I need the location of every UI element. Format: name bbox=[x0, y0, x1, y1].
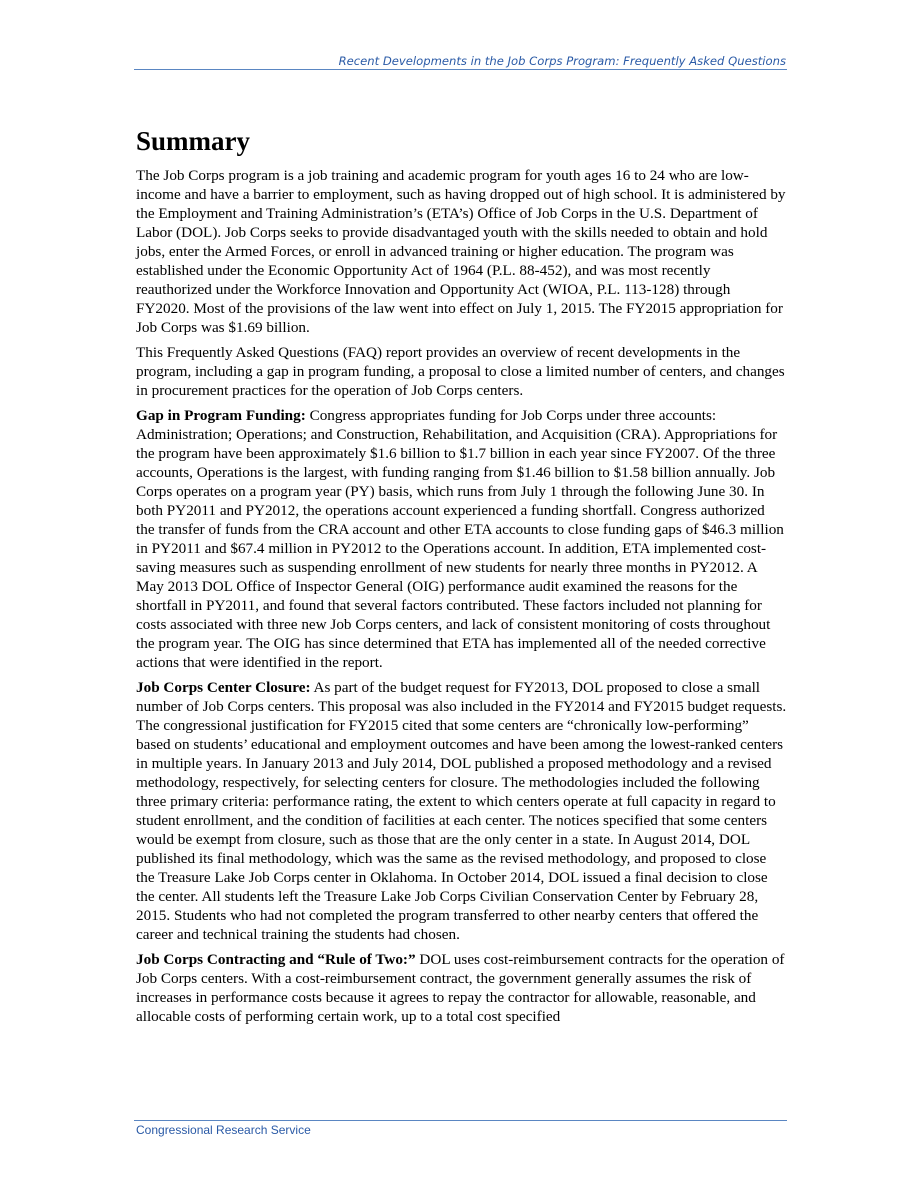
footer-divider bbox=[134, 1120, 787, 1121]
header-divider bbox=[134, 69, 787, 70]
summary-paragraph-contracting bbox=[136, 950, 787, 1026]
contracting-body: DOL uses cost-reimbursement contracts for the operation of Job Corps centers. With a cost-reimbursement contract, the government generally assumes the risk of increases in performance costs because it agrees to repay the contractor for allowable, reasonable, and allocable costs of performing certain work, up to a total cost specified bbox=[136, 951, 785, 1025]
running-header: Recent Developments in the Job Corps Program: Frequently Asked Questions bbox=[338, 54, 786, 68]
closure-body: As part of the budget request for FY2013, DOL proposed to close a small number of Job Corps centers. This proposal was also included in the FY2014 and FY2015 budget requests. The congressional justification for FY2015 cited that some centers are “chronically low-performing” based on students’ educational and employment outcomes and have been among the lowest-ranked centers in multiple years. In January 2013 and July 2014, DOL published a proposed methodology and a revised methodology, respectively, for selecting centers for closure. The methodologies included the following three primary criteria: performance rating, the extent to which centers operate at full capacity in regard to student enrollment, and the condition of facilities at each center. The notices specified that some centers would be exempt from closure, such as those that are the only center in a state. In August 2014, DOL published its final methodology, which was the same as the revised methodology, and proposed to close the Treasure Lake Job Corps center in Oklahoma. In October 2014, DOL issued a final decision to close the center. All students left the Treasure Lake Job Corps Civilian Conservation Center by February 28, 2015. Students who had not completed the program transferred to other nearby centers that offered the career and technical training the students had chosen. bbox=[136, 679, 787, 943]
summary-paragraph-faq: This Frequently Asked Questions (FAQ) report provides an overview of recent developments in the program, including a gap in program funding, a proposal to close a limited number of centers, and changes in procurement practices for the operation of Job Corps centers. bbox=[136, 344, 785, 399]
footer-publisher: Congressional Research Service bbox=[136, 1123, 311, 1137]
funding-body: Congress appropriates funding for Job Corps under three accounts: Administration; Operations; and Construction, Rehabilitation, and Acquisition (CRA). Appropriations for the program have been approximately $1.6 billion to $1.7 billion in each year since FY2007. Of the three accounts, Operations is the largest, with funding ranging from $1.46 billion to $1.58 billion annually. Job Corps operates on a program year (PY) basis, which runs from July 1 through the following June 30. In both PY2011 and PY2012, the operations account experienced a funding shortfall. Congress authorized the transfer of funds from the CRA account and other ETA accounts to close funding gaps of $46.3 million in PY2011 and $67.4 million in PY2012 to the Operations account. In addition, ETA implemented cost-saving measures such as suspending enrollment of new students for nearly three months in PY2012. A May 2013 DOL Office of Inspector General (OIG) performance audit examined the reasons for the shortfall in PY2011, and found that several factors contributed. These factors included not planning for costs associated with three new Job Corps centers, and lack of consistent monitoring of costs throughout the program year. The OIG has since determined that ETA has implemented all of the needed corrective actions that were identified in the report. bbox=[136, 407, 784, 671]
funding-lead: Gap in Program Funding: bbox=[136, 407, 306, 424]
closure-lead: Job Corps Center Closure: bbox=[136, 679, 311, 696]
summary-paragraph-closure bbox=[136, 678, 787, 944]
summary-section bbox=[136, 124, 787, 1032]
summary-paragraph-intro: The Job Corps program is a job training and academic program for youth ages 16 to 24 who are low-income and have a barrier to employment, such as having dropped out of high school. It is administered by the Employment and Training Administration’s (ETA’s) Office of Job Corps in the U.S. Department of Labor (DOL). Job Corps seeks to provide disadvantaged youth with the skills needed to obtain and hold jobs, enter the Armed Forces, or enroll in advanced training or higher education. The program was established under the Economic Opportunity Act of 1964 (P.L. 88-452), and was most recently reauthorized under the Workforce Innovation and Opportunity Act (WIOA, P.L. 113-128) through FY2020. Most of the provisions of the law went into effect on July 1, 2015. The FY2015 appropriation for Job Corps was $1.69 billion. bbox=[136, 167, 786, 336]
contracting-lead: Job Corps Contracting and “Rule of Two:” bbox=[136, 951, 416, 968]
summary-heading: Summary bbox=[136, 126, 250, 156]
summary-paragraph-funding bbox=[136, 406, 787, 672]
